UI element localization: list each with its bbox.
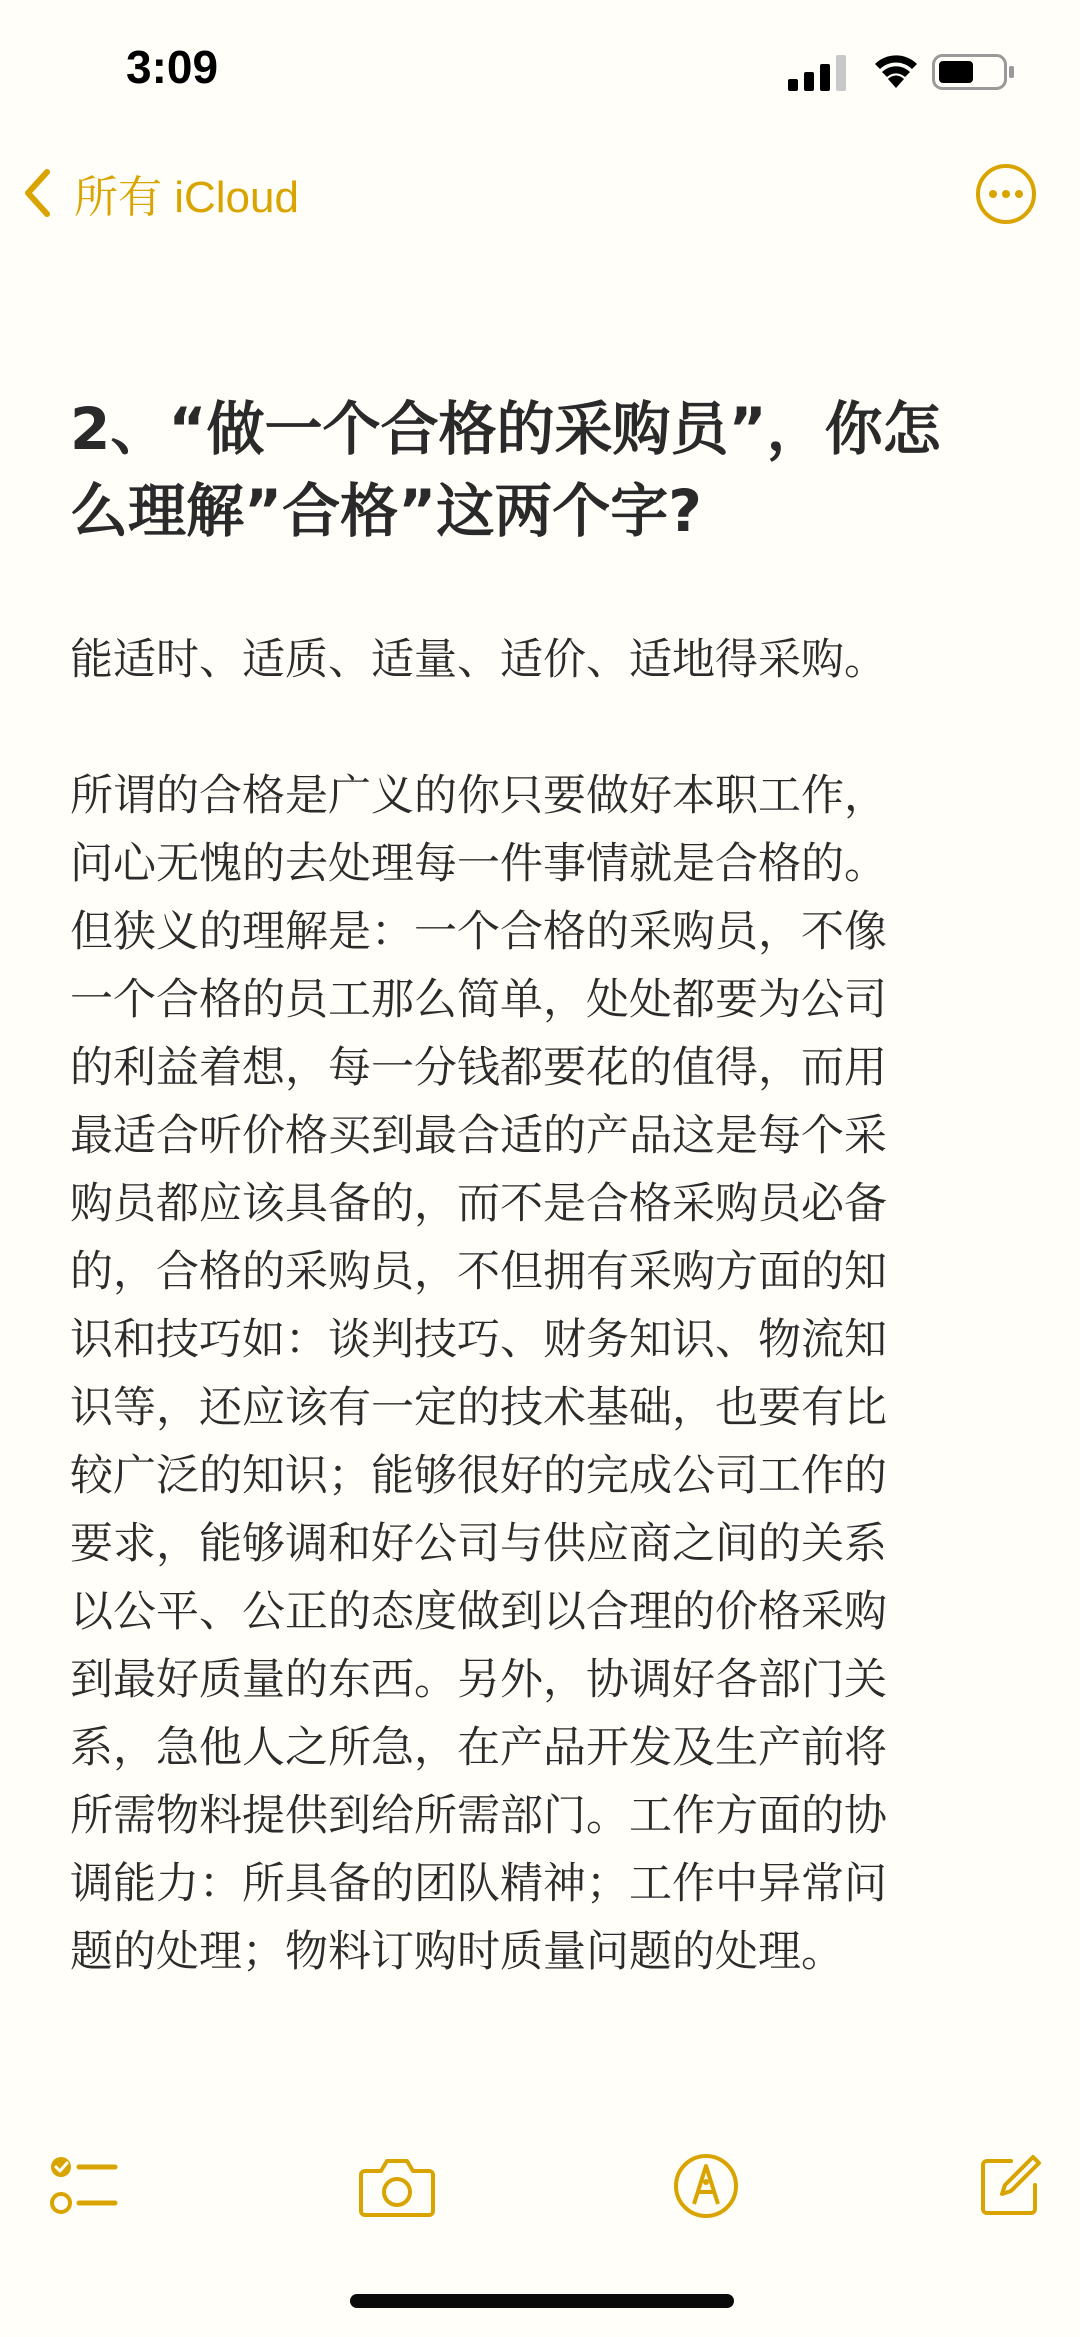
paragraph-line: 的利益着想，每一分钱都要花的值得，而用 [70, 1043, 887, 1093]
status-bar [0, 0, 1080, 140]
paragraph-line: 所需物料提供到给所需部门。工作方面的协 [70, 1791, 887, 1841]
paragraph-line: 要求，能够调和好公司与供应商之间的关系 [70, 1519, 887, 1569]
paragraph-line: 调能力：所具备的团队精神；工作中异常问 [70, 1859, 887, 1909]
paragraph-line: 到最好质量的东西。另外，协调好各部门关 [70, 1655, 887, 1705]
back-button-label: 所有 iCloud [74, 173, 299, 222]
paragraph-line: 的，合格的采购员，不但拥有采购方面的知 [70, 1247, 887, 1297]
bottom-toolbar [0, 2130, 1080, 2270]
paragraph-line: 购员都应该具备的，而不是合格采购员必备 [70, 1179, 887, 1229]
paragraph-line: 系，急他人之所急，在产品开发及生产前将 [70, 1723, 887, 1773]
camera-button[interactable] [355, 2144, 439, 2228]
wifi-icon [872, 50, 920, 94]
more-options-button[interactable] [975, 163, 1037, 225]
compose-icon [977, 2153, 1043, 2219]
paragraph-line: 问心无愧的去处理每一件事情就是合格的。 [70, 839, 887, 889]
paragraph-line: 但狭义的理解是：一个合格的采购员，不像 [70, 907, 887, 957]
note-body[interactable] [70, 388, 1010, 1977]
compose-button[interactable] [968, 2144, 1052, 2228]
battery-icon [932, 54, 1016, 94]
checklist-icon [49, 2151, 119, 2221]
paragraph-line: 以公平、公正的态度做到以合理的价格采购 [70, 1587, 887, 1637]
paragraph-line: 识等，还应该有一定的技术基础，也要有比 [70, 1383, 887, 1433]
paragraph-line: 最适合听价格买到最合适的产品这是每个采 [70, 1111, 887, 1161]
note-paragraph: 能适时、适质、适量、适价、适地得采购。 [70, 635, 887, 685]
cellular-signal-icon [788, 55, 850, 95]
status-time: 3:09 [126, 41, 219, 93]
paragraph-line: 题的处理；物料订购时质量问题的处理。 [70, 1927, 844, 1977]
home-indicator[interactable] [350, 2294, 734, 2308]
ellipsis-circle-icon [975, 163, 1037, 225]
markup-pen-icon [672, 2152, 740, 2220]
paragraph-line: 所谓的合格是广义的你只要做好本职工作， [70, 771, 887, 821]
camera-icon [359, 2155, 435, 2217]
note-paragraph [70, 762, 1010, 1986]
note-heading: 2、“做一个合格的采购员”，你怎么理解”合格”这两个字? [70, 395, 941, 545]
checklist-button[interactable] [42, 2144, 126, 2228]
back-button[interactable] [22, 160, 299, 226]
paragraph-line: 较广泛的知识；能够很好的完成公司工作的 [70, 1451, 887, 1501]
paragraph-line: 识和技巧如：谈判技巧、财务知识、物流知 [70, 1315, 887, 1365]
markup-button[interactable] [664, 2144, 748, 2228]
chevron-left-icon [22, 168, 52, 218]
paragraph-line: 一个合格的员工那么简单，处处都要为公司 [70, 975, 887, 1025]
